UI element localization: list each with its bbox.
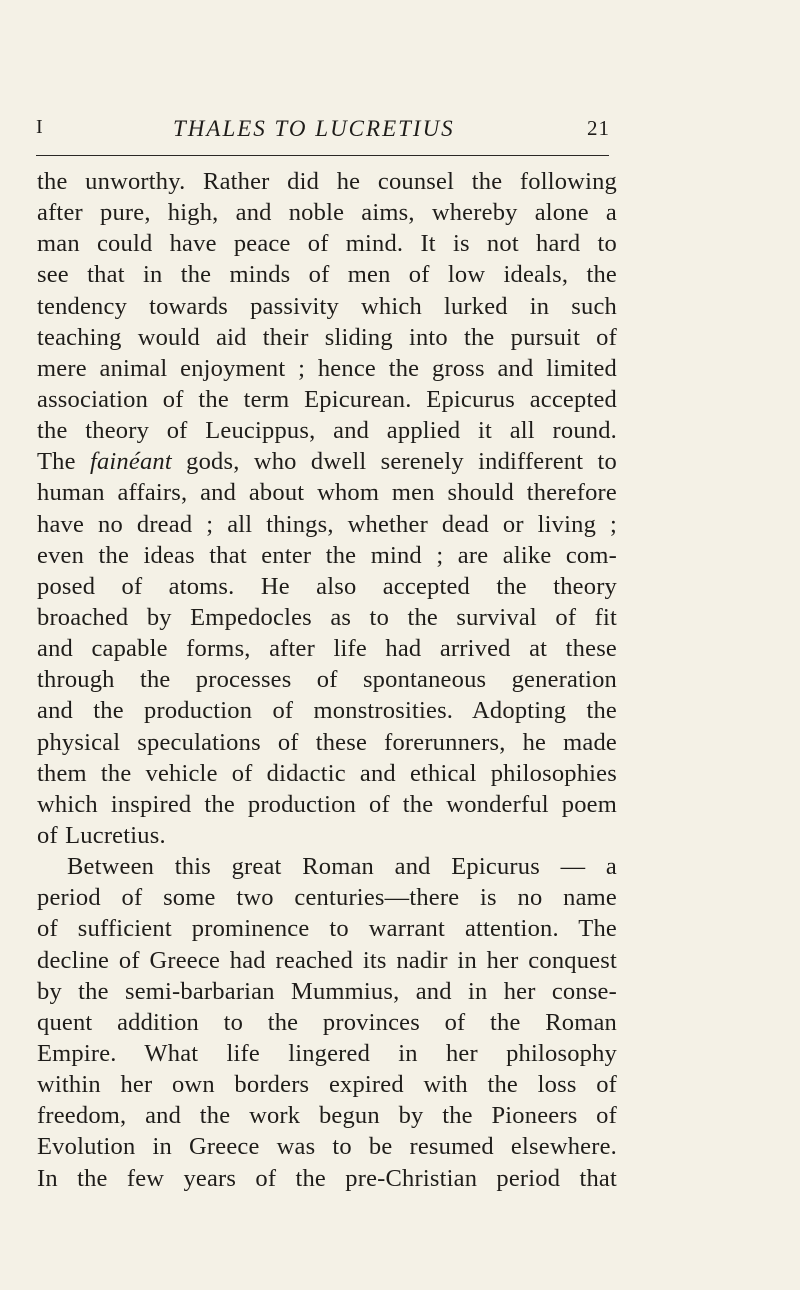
text-line: through the processes of spontaneous generation [37, 666, 617, 694]
text-line: have no dread ; all things, whether dead or living ; [37, 510, 617, 538]
text-line: Evolution in Greece was to be resumed elsewhere. [37, 1133, 617, 1161]
text-line: broached by Empedocles as to the survival of fit [37, 603, 617, 631]
text-line: period of some two centuries—there is no name [37, 884, 617, 912]
text-line: which inspired the production of the wonderful poem [37, 790, 617, 818]
header-rule [36, 155, 609, 156]
text-line: of sufficient prominence to warrant attention. The [37, 915, 617, 943]
text-line: teaching would aid their sliding into the pursuit of [37, 323, 617, 351]
italic-term: fainéant [89, 448, 172, 476]
chapter-number: I [36, 116, 44, 138]
text-line: freedom, and the work begun by the Pioneers of [37, 1102, 617, 1130]
text-line: In the few years of the pre-Christian period that [37, 1164, 617, 1192]
text-line: Empire. What life lingered in her philosophy [37, 1039, 617, 1067]
text-line: tendency towards passivity which lurked in such [37, 292, 617, 320]
text-line: association of the term Epicurean. Epicurus accepted [37, 385, 617, 413]
text-line: the unworthy. Rather did he counsel the following [37, 168, 617, 195]
text-line: the theory of Leucippus, and applied it all round. [37, 417, 617, 445]
text-line: quent addition to the provinces of the Roman [37, 1008, 617, 1036]
text-line: Between this great Roman and Epicurus — a [67, 853, 617, 881]
text-line: and the production of monstrosities. Adopting the [37, 697, 617, 725]
text-line: by the semi-barbarian Mummius, and in her conse- [37, 977, 617, 1005]
text-line [37, 446, 617, 477]
text-line: them the vehicle of didactic and ethical philosophies [37, 759, 617, 787]
text-line: within her own borders expired with the loss of [37, 1071, 617, 1099]
page-number: 21 [587, 116, 610, 140]
line-text-post: gods, who dwell serenely indifferent to [171, 448, 617, 476]
running-title: THALES TO LUCRETIUS [173, 116, 455, 141]
text-line: physical speculations of these forerunners, he made [37, 728, 617, 756]
text-line: man could have peace of mind. It is not hard to [37, 230, 617, 258]
running-head [36, 116, 616, 150]
line-text-pre: The [37, 448, 90, 476]
text-line: after pure, high, and noble aims, whereby alone a [37, 199, 617, 227]
text-line: posed of atoms. He also accepted the theory [37, 572, 617, 600]
body-text [37, 166, 617, 1194]
text-line: even the ideas that enter the mind ; are alike com- [37, 541, 617, 569]
text-line: and capable forms, after life had arrived at these [37, 635, 617, 663]
text-line: mere animal enjoyment ; hence the gross and limited [37, 354, 617, 382]
text-line: human affairs, and about whom men should therefore [37, 479, 617, 507]
text-line: decline of Greece had reached its nadir in her conquest [37, 946, 617, 974]
text-line: of Lucretius. [37, 821, 166, 849]
text-line: see that in the minds of men of low ideals, the [37, 261, 617, 289]
